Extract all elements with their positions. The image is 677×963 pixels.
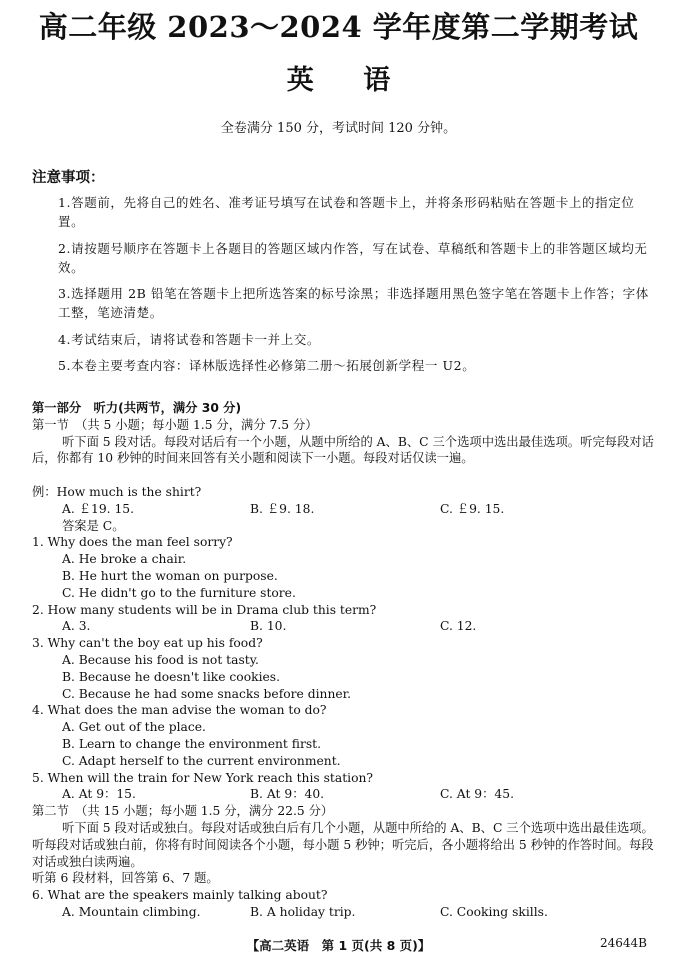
question-2: 2. How many students will be in Drama club this term? xyxy=(32,602,377,617)
notice-list xyxy=(58,193,654,383)
section1-heading: 第一节 （共 5 小题；每小题 1.5 分，满分 7.5 分） xyxy=(32,417,318,432)
question-4-option-a: A. Get out of the place. xyxy=(62,720,206,735)
subject-title: 英 语 xyxy=(286,65,391,96)
section2-instructions: 听下面 5 段对话或独白。每段对话或独白后有几个小题，从题中所给的 A、B、C 三个选项中选出最佳选项。听每段对话或独白前，你将有时间阅读各个小题，每小题 5 秒钟；听完后，各小题将给出 5 秒钟的作答时间。每段对话或独白读两遍。 xyxy=(32,820,654,869)
question-1-option-a: A. He broke a chair. xyxy=(62,552,187,567)
question-5-option-b: B. At 9：40. xyxy=(250,787,325,802)
question-1: 1. Why does the man feel sorry? xyxy=(32,535,233,550)
page-footer: 【高二英语 第 1 页(共 8 页)】 xyxy=(246,938,431,953)
question-1-option-c: C. He didn't go to the furniture store. xyxy=(62,585,296,600)
exam-title: 高二年级 2023～2024 学年度第二学期考试 xyxy=(38,10,639,44)
part1-heading: 第一部分 听力(共两节，满分 30 分) xyxy=(32,401,242,415)
example-option-b: B. ￡9. 18. xyxy=(250,501,315,516)
question-3-option-b: B. Because he doesn't like cookies. xyxy=(62,669,280,684)
example-option-c: C. ￡9. 15. xyxy=(440,501,505,516)
question-5-option-a: A. At 9：15. xyxy=(62,787,136,802)
question-3-option-c: C. Because he had some snacks before dinner. xyxy=(62,686,352,701)
question-2-options xyxy=(32,618,654,635)
section2-heading: 第二节 （共 15 小题；每小题 1.5 分，满分 22.5 分） xyxy=(32,804,334,819)
example-answer: 答案是 C。 xyxy=(62,518,125,533)
question-4-option-c: C. Adapt herself to the current environment. xyxy=(62,753,341,768)
question-3-option-a: A. Because his food is not tasty. xyxy=(62,652,259,667)
question-6-option-b: B. A holiday trip. xyxy=(250,904,356,919)
question-2-option-a: A. 3. xyxy=(62,619,91,634)
paper-code: 24644B xyxy=(600,936,647,950)
material-6-note: 听第 6 段材料，回答第 6、7 题。 xyxy=(32,871,219,886)
question-6: 6. What are the speakers mainly talking about? xyxy=(32,888,328,903)
example-option-a: A. ￡19. 15. xyxy=(62,501,135,516)
notice-item-1: 1.答题前，先将自己的姓名、准考证号填写在试卷和答题卡上，并将条形码粘贴在答题卡上的指定位置。 xyxy=(58,195,635,229)
example-options xyxy=(32,501,654,518)
question-6-option-a: A. Mountain climbing. xyxy=(62,904,201,919)
question-5: 5. When will the train for New York reach this station? xyxy=(32,770,373,785)
question-1-option-b: B. He hurt the woman on purpose. xyxy=(62,568,278,583)
question-3: 3. Why can't the boy eat up his food? xyxy=(32,636,263,651)
question-6-option-c: C. Cooking skills. xyxy=(440,904,548,919)
full-mark-note: 全卷满分 150 分，考试时间 120 分钟。 xyxy=(220,121,457,136)
notice-heading: 注意事项： xyxy=(32,170,105,186)
question-5-option-c: C. At 9：45. xyxy=(440,787,514,802)
question-4: 4. What does the man advise the woman to do? xyxy=(32,703,327,718)
question-6-options xyxy=(32,904,654,921)
notice-item-3: 3.选择题用 2B 铅笔在答题卡上把所选答案的标号涂黑；非选择题用黑色签字笔在答题卡上作答；字体工整，笔迹清楚。 xyxy=(58,286,649,320)
notice-item-4: 4.考试结束后，请将试卷和答题卡一并上交。 xyxy=(58,331,321,347)
listening-section xyxy=(32,400,654,921)
section1-instructions: 听下面 5 段对话。每段对话后有一个小题，从题中所给的 A、B、C 三个选项中选出最佳选项。听完每段对话后，你都有 10 秒钟的时间来回答有关小题和阅读下一小题。每段对话仅读一遍。 xyxy=(32,434,654,466)
question-5-options xyxy=(32,786,654,803)
notice-item-5: 5.本卷主要考查内容：译林版选择性必修第二册～拓展创新学程一 U2。 xyxy=(58,358,476,373)
question-2-option-b: B. 10. xyxy=(250,619,287,634)
example-question: 例：How much is the shirt? xyxy=(32,484,202,499)
question-2-option-c: C. 12. xyxy=(440,619,477,634)
question-4-option-b: B. Learn to change the environment first. xyxy=(62,736,321,751)
notice-item-2: 2.请按题号顺序在答题卡上各题目的答题区域内作答，写在试卷、草稿纸和答题卡上的非答题区域均无效。 xyxy=(58,240,648,275)
